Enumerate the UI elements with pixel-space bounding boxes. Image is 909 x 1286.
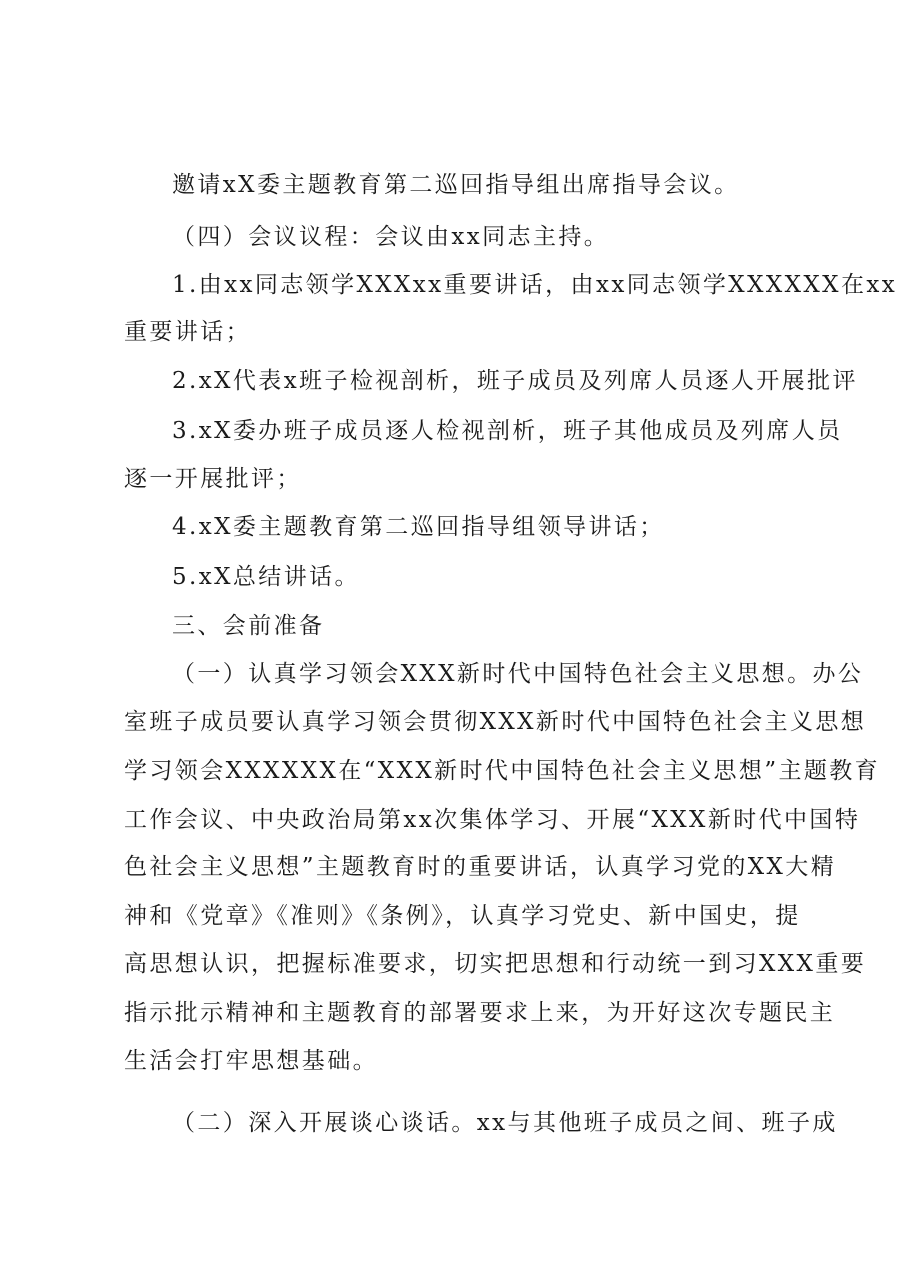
text-line: 指示批示精神和主题教育的部署要求上来，为开好这次专题民主 — [124, 1000, 836, 1026]
text-line: 高思想认识，把握标准要求，切实把思想和行动统一到习XXX重要 — [124, 951, 867, 977]
text-line: 2.xX代表x班子检视剖析，班子成员及列席人员逐人开展批评 — [172, 368, 858, 394]
text-line: 神和《党章》《准则》《条例》，认真学习党史、新中国史，提 — [124, 903, 801, 929]
text-line: 逐一开展批评； — [124, 466, 302, 492]
text-line: 工作会议、中央政治局第xx次集体学习、开展“XXX新时代中国特 — [124, 807, 861, 833]
text-line: （一）认真学习领会XXX新时代中国特色社会主义思想。办公 — [172, 661, 864, 687]
text-line: 室班子成员要认真学习领会贯彻XXX新时代中国特色社会主义思想 — [124, 709, 867, 735]
text-line: 1.由xx同志领学XXXxx重要讲话，由xx同志领学XXXXXX在xx — [172, 272, 898, 298]
text-line: 重要讲话； — [124, 319, 251, 345]
text-line: 学习领会XXXXXX在“XXX新时代中国特色社会主义思想”主题教育 — [124, 758, 881, 784]
text-line: 5.xX总结讲话。 — [172, 564, 360, 590]
text-line: 生活会打牢思想基础。 — [124, 1048, 378, 1074]
section-heading: 三、会前准备 — [172, 613, 325, 639]
text-line: 邀请xX委主题教育第二巡回指导组出席指导会议。 — [172, 172, 740, 198]
text-line: （四）会议议程：会议由xx同志主持。 — [172, 224, 610, 250]
text-line: 3.xX委办班子成员逐人检视剖析，班子其他成员及列席人员 — [172, 418, 843, 444]
text-line: 4.xX委主题教育第二巡回指导组领导讲话； — [172, 514, 665, 540]
text-line: 色社会主义思想”主题教育时的重要讲话，认真学习党的XX大精 — [124, 854, 837, 880]
text-line: （二）深入开展谈心谈话。xx与其他班子成员之间、班子成 — [172, 1110, 838, 1136]
